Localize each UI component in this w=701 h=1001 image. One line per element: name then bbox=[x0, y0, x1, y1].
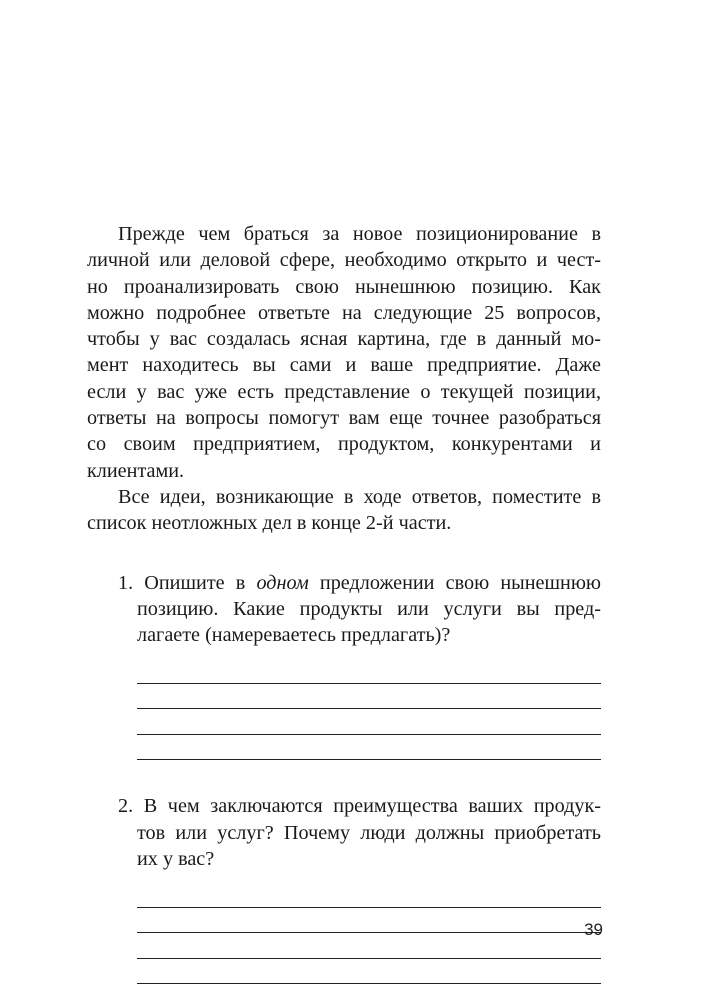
text-line: мент находитесь вы сами и ваше предприятие. Даже bbox=[87, 354, 601, 377]
answer-line[interactable] bbox=[137, 959, 601, 985]
answer-lines bbox=[137, 658, 601, 760]
page-content bbox=[87, 221, 601, 984]
question-1-emphasis: одном bbox=[256, 571, 309, 594]
answer-line[interactable] bbox=[137, 684, 601, 710]
text-line: Прежде чем браться за новое позиционирование в bbox=[118, 223, 601, 245]
intro-paragraph-2 bbox=[87, 484, 601, 537]
question-text-line: тов или услуг? Почему люди должны приобретать bbox=[137, 821, 601, 844]
text-line: чтобы у вас создалась ясная картина, где в данный мо- bbox=[87, 328, 601, 351]
answer-line[interactable] bbox=[137, 933, 601, 959]
question-text-line bbox=[87, 570, 601, 596]
question-1-part: 1. Опишите в bbox=[118, 571, 257, 594]
question-text-line: лагаете (намереваетесь предлагать)? bbox=[137, 624, 451, 647]
answer-line[interactable] bbox=[137, 658, 601, 684]
text-line: клиентами. bbox=[87, 459, 185, 482]
text-line: личной или деловой сфере, необходимо открыто и чест- bbox=[87, 249, 601, 272]
question-2 bbox=[87, 793, 601, 984]
text-line: но проанализировать свою нынешнюю позицию. Как bbox=[87, 275, 601, 298]
question-text-line: позицию. Какие продукты или услуги вы пред- bbox=[137, 597, 601, 620]
text-line: можно подробнее ответьте на следующие 25 вопросов, bbox=[87, 301, 601, 324]
intro-paragraph-1 bbox=[87, 221, 601, 484]
answer-line[interactable] bbox=[137, 908, 601, 934]
question-text-line: их у вас? bbox=[137, 848, 215, 871]
answer-line[interactable] bbox=[137, 709, 601, 735]
text-line: если у вас уже есть представление о текущей позиции, bbox=[87, 380, 601, 403]
text-line: ответы на вопросы помогут вам еще точнее разобраться bbox=[87, 407, 601, 430]
text-line: список неотложных дел в конце 2-й части. bbox=[87, 512, 452, 535]
answer-line[interactable] bbox=[137, 882, 601, 908]
page-number: 39 bbox=[584, 920, 603, 939]
text-line: Все идеи, возникающие в ходе ответов, поместите в bbox=[118, 485, 601, 508]
answer-lines bbox=[137, 882, 601, 984]
question-1-part: предложении свою нынешнюю bbox=[308, 571, 601, 594]
text-line: со своим предприятием, продуктом, конкурентами и bbox=[87, 433, 601, 456]
answer-line[interactable] bbox=[137, 735, 601, 761]
question-text-line: 2. В чем заключаются преимущества ваших продук- bbox=[118, 795, 601, 818]
question-1 bbox=[87, 570, 601, 761]
